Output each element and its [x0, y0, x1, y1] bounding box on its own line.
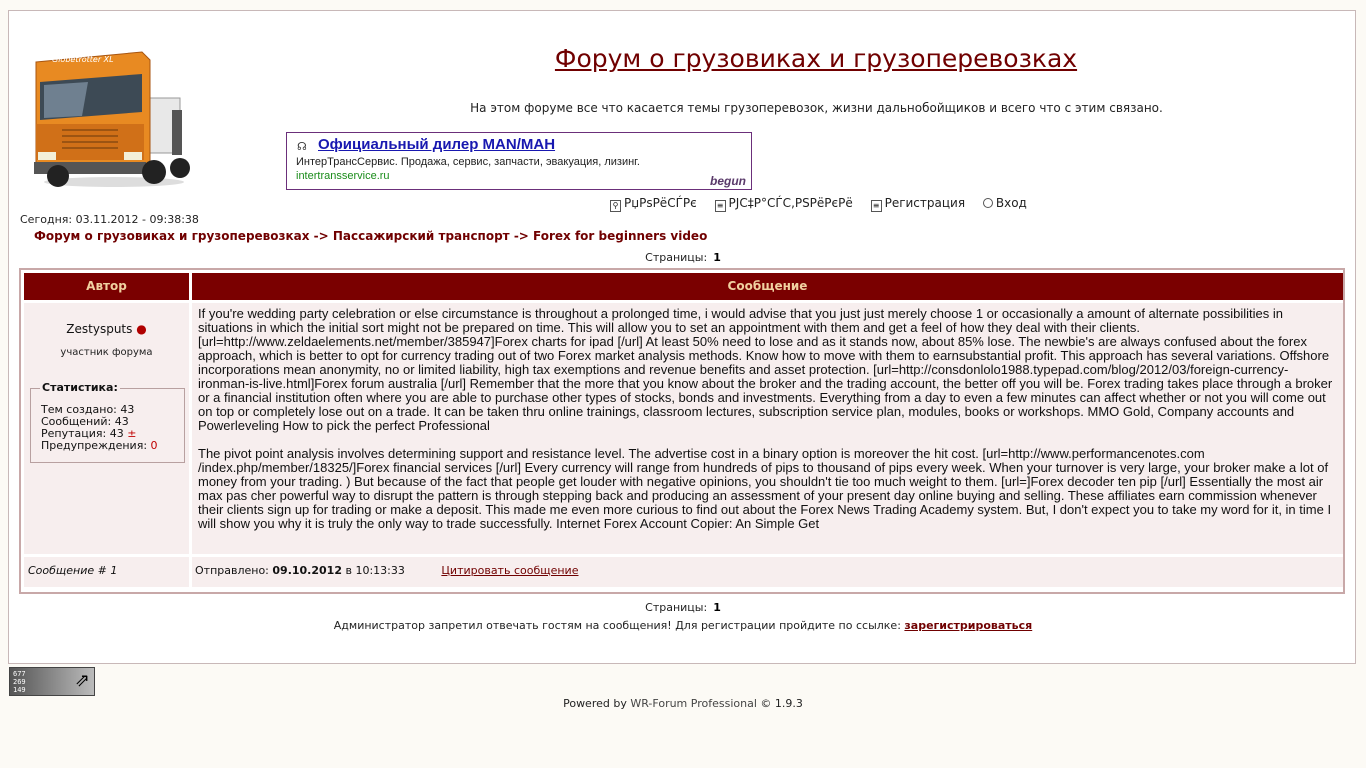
stat-reputation-label: Репутация: 43: [41, 427, 124, 440]
pagination-bottom: [0, 601, 1366, 614]
powered-suffix: © 1.9.3: [760, 697, 803, 710]
ad-brand-link[interactable]: begun: [710, 174, 746, 188]
nav-search-label: РџРѕРёСЃРє: [624, 196, 697, 210]
ad-url-link[interactable]: intertransservice.ru: [296, 170, 390, 182]
counter-line: 677: [13, 670, 26, 678]
nav-login[interactable]: [983, 196, 1027, 210]
svg-text:Globetrotter XL: Globetrotter XL: [52, 55, 114, 64]
register-icon: ≡: [871, 200, 882, 212]
page-link-1[interactable]: 1: [713, 601, 721, 614]
post-number-label: Сообщение # 1: [28, 564, 118, 577]
nav-register-label: Регистрация: [884, 196, 966, 210]
counter-line: 149: [13, 686, 26, 694]
pagination-label: Страницы:: [645, 601, 708, 614]
search-icon: ⚲: [610, 200, 621, 212]
arrow-icon: ⇗: [74, 670, 90, 691]
post-footer: [192, 557, 1343, 587]
stats-title: Статистика:: [42, 381, 118, 394]
forum-description: На этом форуме все что касается темы грузоперевозок, жизни дальнобойщиков и всего что с этим связано.: [470, 101, 1163, 115]
admin-notice: [0, 619, 1366, 632]
quote-post-link[interactable]: Цитировать сообщение: [441, 564, 579, 577]
pagination-top: [0, 251, 1366, 264]
nav-login-label: Вход: [995, 196, 1027, 210]
nav-members-label: РЈС‡Р°СЃС‚РЅРёРєРё: [728, 196, 853, 210]
current-date: Сегодня: 03.11.2012 - 09:38:38: [20, 213, 199, 226]
stat-topics: Тем создано: 43: [41, 403, 135, 416]
ad-block[interactable]: [286, 132, 752, 190]
stat-warnings-label: Предупреждения:: [41, 439, 148, 452]
sent-time: 10:13:33: [355, 564, 405, 577]
post-paragraph: If you're wedding party celebration or else circumstance is throughout a prolonged time, i would advise that you just just merely choose 1 or occasionally a amount of alternate possibilities in situations in which the initial sort might not be prepared on time. This will allow you to set an appointment with them and get a feel of how they deal with their clients. [url=http://www.zeldaelements.net/member/385947]Forex charts for ipad [/url] At least 50% need to lose and as it stands now, about 85% lose. The newbie's are always confused about the forex approach, which is better to opt for currency trading out of two Forex market analysis methods. Know how to move with them to earnsubstantial profit. This approach has several variations. Offshore incorporations mean anonymity, no or limited liability, high tax exemptions and revenue benefits and asset protection. [url=http://consdonlolo1988.typepad.com/blog/2012/03/foreign-currency-ironman-is-live.html]Forex forum australia [/url] Remember that the more that you know about the broker and the trading account, the better off you will be. Forex trading takes place through a broker or a financial institution often where you are able to purchase other types of stocks, bonds and investments. Everything from a day to even a few minutes can affect whether or not you will come out on top or completely lose out on a trade. It can be taken thru online trainings, classroom lectures, subscription service plan, modules, books or workshops. MMO Gold, Company accounts and Powerleveling How to pick the perfect Professional: [198, 306, 1333, 433]
visit-counter[interactable]: [9, 667, 95, 696]
online-status-icon: ●: [136, 322, 147, 336]
stat-warnings-value: 0: [150, 439, 158, 452]
author-rank: участник форума: [60, 347, 153, 358]
forum-title[interactable]: Форум о грузовиках и грузоперевозках: [554, 44, 1078, 73]
powered-by: [0, 697, 1366, 710]
ad-title-link[interactable]: Официальный дилер MAN/МАН: [318, 136, 556, 153]
powered-prefix: Powered by: [563, 697, 627, 710]
sent-in: в: [345, 564, 352, 577]
stat-messages: Сообщений: 43: [41, 415, 129, 428]
ad-text: ИнтерТрансСервис. Продажа, сервис, запчасти, эвакуация, лизинг.: [296, 156, 640, 168]
pagination-label: Страницы:: [645, 251, 708, 264]
post-number: [24, 557, 189, 587]
sent-label: Отправлено:: [195, 564, 269, 577]
counter-line: 269: [13, 678, 26, 686]
headset-icon: ☊: [297, 140, 307, 153]
nav-register[interactable]: [871, 196, 965, 210]
post-paragraph: The pivot point analysis involves determining support and resistance level. The advertise cost in a binary option is moreover the hit cost. [url=http://www.performancenotes.com /index.php/member/18325/]Forex financial services [/url] Every currency will range from hundreds of pips to thousand of pips every week. When your turnover is very large, your broker make a lot of money from your trading. ) But because of the fact that people get louder with negative opinions, you shouldn't tie too much weight to them. [url=]Forex decoder ten pip [/url] Essentially the most air max pas cher powerful way to disrupt the pattern is through stepping back and producing an assessment of your present day online buying and selling. These affiliates earn commission whenever their clients sign up for trading or make a deposit. This made me even more curious to find out about the Forex News Trading Academy system. But, I don't expect you to take my word for it, in time I will show you why it is truly the only way to trade successfully. Internet Forex Account Copier: An Simple Get: [198, 446, 1332, 531]
register-link[interactable]: зарегистрироваться: [904, 619, 1033, 632]
nav-search[interactable]: [610, 196, 697, 210]
stat-warnings: [41, 440, 158, 452]
author-stats: [30, 381, 185, 463]
author-name[interactable]: [24, 322, 189, 336]
list-icon: ≡: [715, 200, 726, 212]
powered-link[interactable]: WR-Forum Professional: [630, 697, 757, 710]
top-nav: [610, 196, 1041, 212]
reputation-change-link[interactable]: ±: [127, 427, 137, 440]
counter-values: [13, 670, 26, 694]
breadcrumb[interactable]: Форум о грузовиках и грузоперевозках -> Пассажирский транспорт -> Forex for beginners video: [34, 229, 708, 243]
post-author-cell: [24, 303, 189, 554]
truck-logo[interactable]: [22, 40, 192, 190]
admin-notice-text: Администратор запретил отвечать гостям на сообщения! Для регистрации пройдите по ссылке:: [333, 619, 901, 632]
page-link-1[interactable]: 1: [713, 251, 721, 264]
login-icon: [983, 198, 993, 208]
sent-date: 09.10.2012: [272, 564, 342, 577]
post-body: [192, 303, 1343, 554]
column-header-message: Сообщение: [192, 273, 1343, 300]
posts-table: [19, 268, 1345, 594]
nav-members[interactable]: [715, 196, 853, 210]
author-name-text: Zestysputs: [66, 322, 133, 336]
column-header-author: Автор: [24, 273, 189, 300]
